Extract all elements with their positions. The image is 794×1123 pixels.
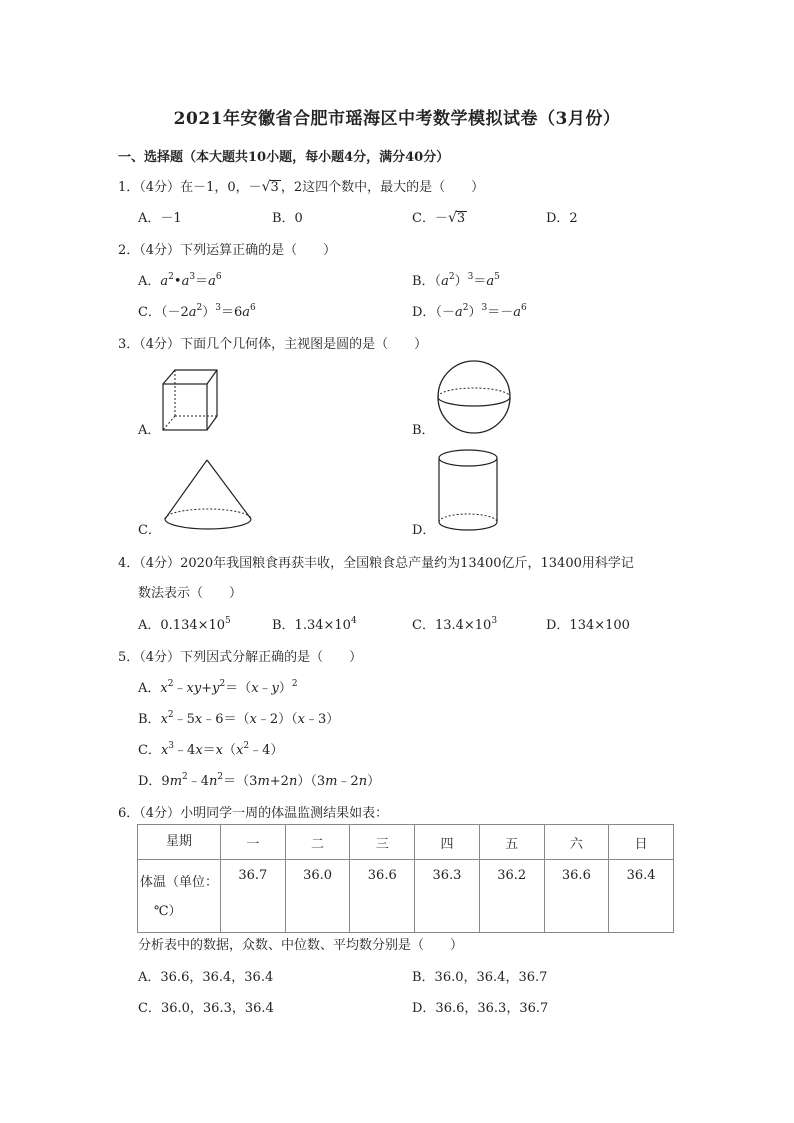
option-b[interactable]: B． (412, 423, 435, 438)
option-d[interactable]: D．2 (546, 211, 578, 226)
option-c[interactable]: C．$x^3﹣4x=x(x^2﹣4)$ (138, 741, 284, 758)
table-header-cell: 五 (479, 825, 544, 860)
radicand: 3 (270, 180, 279, 195)
table-row-label-line1: 体温（单位： (140, 875, 219, 890)
option-a[interactable]: A．$a^2•a^3=a^6$ (138, 272, 222, 289)
option-b[interactable]: B．$1.34\times 10^4$ (272, 616, 357, 633)
cylinder-icon[interactable] (434, 446, 504, 536)
option-c[interactable]: C．$13.4\times 10^3$ (412, 616, 498, 633)
question-stem: 下面几个几何体，主视图是圆的是（ ） (180, 337, 428, 352)
option-d[interactable]: D． (412, 523, 436, 538)
question-score: （4分） (139, 650, 181, 665)
table-header-cell: 四 (415, 825, 480, 860)
question-score: （4分） (139, 556, 181, 571)
option-a[interactable]: A．$x^2﹣xy+y^2=(x﹣y)^2$ (138, 679, 298, 696)
option-d[interactable]: D．$(-a^2)^3=-a^6$ (412, 303, 527, 320)
option-c[interactable]: C． (138, 523, 161, 538)
option-c-prefix: C．－ (412, 211, 448, 226)
table-cell: 36.2 (479, 860, 544, 933)
table-header-cell: 六 (544, 825, 609, 860)
question-stem: 下列因式分解正确的是（ ） (180, 650, 363, 665)
option-d[interactable]: D．36.6，36.3，36.7 (412, 1001, 549, 1016)
option-d[interactable]: D．134×100 (546, 618, 630, 633)
question-number: 6． (118, 806, 140, 821)
question-score: （4分） (139, 180, 181, 195)
table-row-label (138, 860, 221, 933)
table-cell: 36.3 (415, 860, 480, 933)
option-a[interactable]: A． (138, 423, 161, 438)
question-number: 3． (118, 337, 140, 352)
question-6 (118, 802, 388, 821)
table-header-cell: 日 (609, 825, 674, 860)
option-b[interactable]: B．0 (272, 211, 303, 226)
question-score: （4分） (139, 243, 181, 258)
sqrt-icon: √ (447, 210, 457, 226)
sphere-icon[interactable] (434, 358, 514, 436)
question-number: 2． (118, 243, 140, 258)
question-stem-cont: 分析表中的数据，众数、中位数、平均数分别是（ ） (138, 938, 464, 953)
page-title: 2021年安徽省合肥市瑶海区中考数学模拟试卷（3月份） (173, 109, 621, 129)
radicand: 3 (456, 211, 466, 226)
question-5 (118, 646, 362, 665)
option-a[interactable]: A．－1 (138, 211, 182, 226)
question-stem: 下列运算正确的是（ ） (180, 243, 337, 258)
table-cell: 36.6 (544, 860, 609, 933)
table-cell: 36.0 (285, 860, 350, 933)
question-3 (118, 333, 427, 352)
question-number: 4． (118, 556, 140, 571)
question-1 (118, 176, 484, 195)
question-stem: 小明同学一周的体温监测结果如表： (180, 806, 389, 821)
option-c[interactable] (412, 207, 467, 226)
question-4 (118, 552, 634, 571)
question-stem: 2020年我国粮食再获丰收，全国粮食总产量约为13400亿斤，13400用科学记 (180, 556, 634, 571)
sqrt-icon: √ (261, 179, 271, 195)
question-stem-cont: ，2这四个数中，最大的是（ ） (280, 180, 485, 195)
table-row (138, 860, 674, 933)
table-header-row (138, 825, 674, 860)
option-c[interactable]: C．36.0，36.3，36.4 (138, 1001, 274, 1016)
question-stem: 在－1，0，－ (180, 180, 262, 195)
table-cell: 36.4 (609, 860, 674, 933)
cube-icon[interactable] (160, 366, 220, 434)
question-score: （4分） (139, 337, 181, 352)
option-a[interactable]: A．$0.134\times 10^5$ (138, 616, 231, 633)
table-header-label: 星期 (138, 825, 221, 860)
question-stem-cont: 数法表示（ ） (138, 586, 243, 601)
cone-icon[interactable] (160, 456, 256, 534)
option-b[interactable]: B．$x^2﹣5x﹣6=(x﹣2)(x﹣3)$ (138, 710, 340, 727)
question-score: （4分） (139, 806, 181, 821)
option-a[interactable]: A．36.6，36.4，36.4 (138, 970, 274, 985)
option-b[interactable]: B．36.0，36.4，36.7 (412, 970, 548, 985)
question-number: 5． (118, 650, 140, 665)
question-number: 1． (118, 180, 140, 195)
option-c[interactable]: C．$(-2a^2)^3=6a^6$ (138, 303, 256, 320)
option-b[interactable]: B．$(a^2)^3=a^5$ (412, 272, 500, 289)
temperature-table (137, 824, 674, 933)
table-cell: 36.7 (221, 860, 286, 933)
table-header-cell: 二 (285, 825, 350, 860)
table-cell: 36.6 (350, 860, 415, 933)
question-2 (118, 239, 336, 258)
option-d[interactable]: D．$9m^2﹣4n^2=(3m+2n)(3m﹣2n)$ (138, 772, 381, 789)
table-header-cell: 一 (221, 825, 286, 860)
section-heading: 一、选择题（本大题共10小题，每小题4分，满分40分） (118, 150, 450, 165)
table-header-cell: 三 (350, 825, 415, 860)
table-row-label-line2: ℃） (154, 904, 182, 919)
